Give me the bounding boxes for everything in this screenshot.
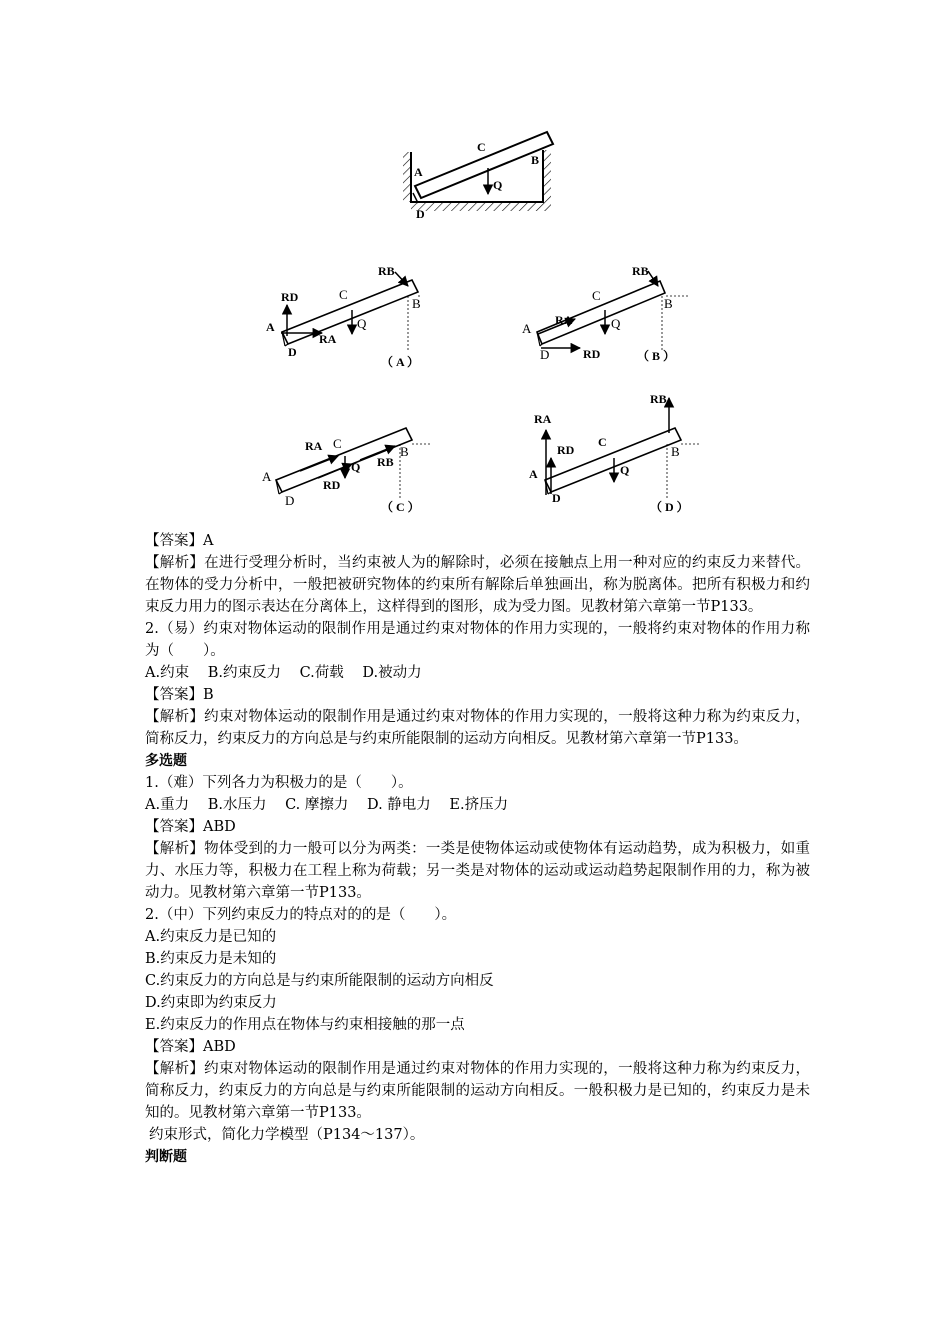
option-line: E.约束反力的作用点在物体与约束相接触的那一点 — [145, 1017, 465, 1033]
label-a: A — [529, 467, 538, 481]
label-d: D — [416, 207, 425, 221]
label-rb: RB — [650, 392, 667, 406]
label-b: B — [664, 296, 673, 311]
question-options — [145, 794, 810, 816]
option-line: B.约束反力是未知的 — [145, 951, 277, 967]
answer-line: 【答案】ABD — [145, 1039, 236, 1055]
label-rd: RD — [281, 290, 299, 304]
label-rb: RB — [377, 455, 394, 469]
label-ra: RA — [534, 412, 552, 426]
beam — [282, 280, 418, 344]
option: D. 静电力 — [366, 797, 431, 813]
analysis-paragraph: 【解析】约束对物体运动的限制作用是通过约束对物体的作用力实现的，一般将这种力称为约束反力，简称反力，约束反力的方向总是与约束所能限制的运动方向相反。一般积极力是已知的，约束反力是未知的。见教材第六章第一节P133。 — [145, 1061, 810, 1121]
question-text: 2.（中）下列约束反力的特点对的的是（ ）。 — [145, 907, 457, 923]
label-c: C — [598, 435, 607, 449]
question-text: 1.（难）下列各力为积极力的是（ ）。 — [145, 775, 413, 791]
label-a: A — [522, 321, 532, 336]
label-q: Q — [351, 460, 361, 474]
option-line: A.约束反力是已知的 — [145, 929, 277, 945]
option: B.水压力 — [207, 797, 267, 813]
analysis-paragraph: 【解析】物体受到的力一般可以分为两类：一类是使物体运动或使物体有运动趋势，成为积极力，如重力、水压力等，积极力在工程上称为荷载；另一类是对物体的运动或运动趋势起限制作用的力，称为被动力。见教材第六章第一节P133。 — [145, 841, 810, 901]
label-d: D — [285, 493, 295, 508]
label-q: Q — [611, 316, 621, 331]
option-line: D.约束即为约束反力 — [145, 995, 277, 1011]
figures-area — [0, 0, 950, 530]
label-a: A — [266, 320, 275, 334]
option-a-figure — [266, 264, 421, 369]
option-c-figure — [262, 428, 432, 514]
topic-line: 约束形式，简化力学模型（P134～137）。 — [149, 1127, 425, 1143]
analysis-paragraph: 【解析】约束对物体运动的限制作用是通过约束对物体的作用力实现的，一般将这种力称为约束反力，简称反力，约束反力的方向总是与约束所能限制的运动方向相反。见教材第六章第一节P133。 — [145, 709, 810, 747]
label-a: A — [262, 469, 272, 484]
answer-line: 【答案】A — [145, 533, 214, 549]
caption-a: （ A ） — [381, 355, 420, 369]
caption-d: （ D ） — [650, 500, 689, 514]
label-d: D — [552, 491, 561, 505]
label-b: B — [400, 444, 409, 459]
option: C.荷载 — [299, 665, 344, 681]
analysis-paragraph: 【解析】在进行受理分析时，当约束被人为的解除时，必须在接触点上用一种对应的约束反力来替代。在物体的受力分析中，一般把被研究物体的约束所有解除后单独画出，称为脱离体。把所有积极力和约束反力用力的图示表达在分离体上，这样得到的图形，成为受力图。见教材第六章第一节P133。 — [145, 555, 810, 615]
label-ra: RA — [305, 439, 323, 453]
option: D.被动力 — [362, 665, 422, 681]
option: A.约束 — [145, 665, 190, 681]
question-text: 2.（易）约束对物体运动的限制作用是通过约束对物体的作用力实现的，一般将约束对物体的作用力称为（ ）。 — [145, 621, 810, 659]
label-rd: RD — [557, 443, 575, 457]
label-q: Q — [357, 316, 367, 331]
label-a: A — [414, 165, 423, 179]
label-c: C — [339, 287, 348, 302]
label-c: C — [592, 288, 601, 303]
option: A.重力 — [145, 797, 190, 813]
label-q: Q — [620, 463, 630, 477]
option-b-figure — [522, 264, 690, 363]
label-ra: RA — [319, 332, 337, 346]
floor-hatch — [411, 202, 551, 211]
section-heading: 判断题 — [145, 1149, 187, 1165]
option-d-figure — [529, 392, 700, 514]
label-b: B — [531, 153, 540, 167]
label-c: C — [477, 140, 486, 154]
right-wall-hatch — [543, 150, 551, 202]
beam — [545, 428, 681, 492]
main-figure — [403, 132, 553, 221]
label-d: D — [540, 347, 550, 362]
answer-line: 【答案】ABD — [145, 819, 236, 835]
label-b: B — [671, 444, 680, 459]
label-b: B — [412, 296, 421, 311]
label-rb: RB — [378, 264, 395, 278]
label-rd: RD — [323, 478, 341, 492]
label-rb: RB — [632, 264, 649, 278]
answer-line: 【答案】B — [145, 687, 214, 703]
label-q: Q — [493, 178, 503, 192]
caption-c: （ C ） — [381, 500, 420, 514]
section-heading: 多选题 — [145, 753, 187, 769]
label-ra: RA — [555, 313, 573, 327]
question-options — [145, 662, 810, 684]
option: E.挤压力 — [449, 797, 509, 813]
label-c: C — [333, 436, 342, 451]
option: B.约束反力 — [207, 665, 281, 681]
label-rd: RD — [583, 347, 601, 361]
label-d: D — [288, 345, 297, 359]
option-line: C.约束反力的方向总是与约束所能限制的运动方向相反 — [145, 973, 494, 989]
document-text — [145, 530, 810, 1168]
option: C. 摩擦力 — [285, 797, 349, 813]
caption-b: （ B ） — [637, 349, 676, 363]
left-wall-hatch — [403, 152, 411, 202]
